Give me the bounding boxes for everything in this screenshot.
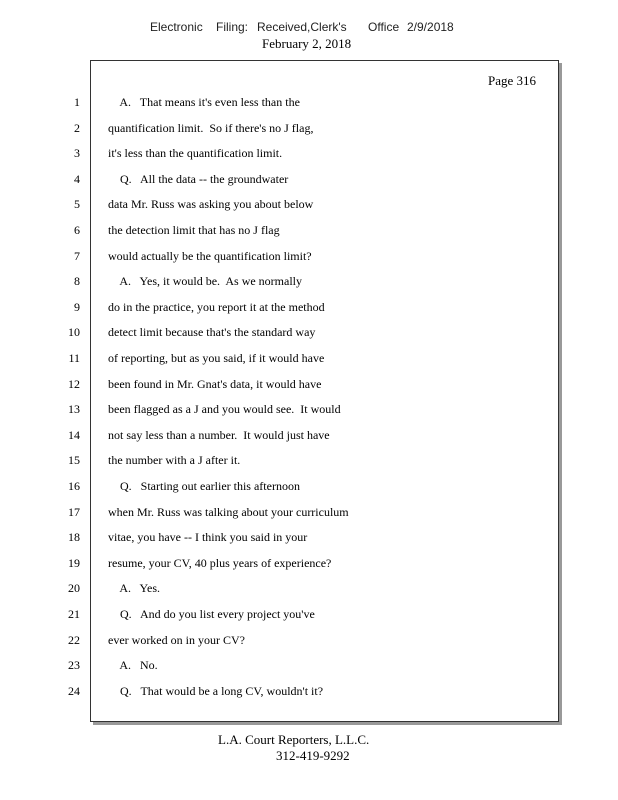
line-number: 23: [68, 658, 80, 672]
line-text: ever worked on in your CV?: [108, 633, 245, 647]
line-number: 1: [74, 95, 80, 109]
line-text: detect limit because that's the standard way: [108, 325, 316, 339]
line-text: Q. Starting out earlier this afternoon: [108, 479, 300, 493]
line-text: quantification limit. So if there's no J flag,: [108, 121, 314, 135]
page-number: Page 316: [487, 73, 536, 88]
line-number: 19: [68, 556, 80, 570]
stamp-filed-date: 2/9/2018: [407, 20, 454, 34]
line-text: not say less than a number. It would just have: [108, 428, 330, 442]
reporter-company: L.A. Court Reporters, L.L.C.: [218, 732, 370, 747]
line-number: 11: [68, 351, 80, 365]
line-number: 18: [68, 530, 80, 544]
line-number: 20: [68, 581, 80, 595]
line-text: Q. All the data -- the groundwater: [108, 172, 289, 186]
line-number: 12: [68, 377, 80, 391]
line-text: the number with a J after it.: [108, 453, 241, 467]
line-text: resume, your CV, 40 plus years of experience?: [108, 556, 332, 570]
line-number: 2: [74, 121, 80, 135]
line-number: 17: [68, 505, 80, 519]
line-text: been flagged as a J and you would see. It would: [108, 402, 341, 416]
line-text: would actually be the quantification limit?: [108, 249, 312, 263]
line-number: 9: [74, 300, 80, 314]
line-number: 15: [68, 453, 80, 467]
stamp-office: Office: [368, 20, 400, 34]
line-number: 10: [68, 325, 80, 339]
line-number: 24: [68, 684, 80, 698]
line-number: 22: [68, 633, 80, 647]
stamp-filing: Filing:: [216, 20, 249, 34]
stamp-received: Received,Clerk's: [257, 20, 347, 34]
line-number: 4: [74, 172, 80, 186]
line-number: 16: [68, 479, 80, 493]
line-text: been found in Mr. Gnat's data, it would have: [108, 377, 322, 391]
line-text: Q. That would be a long CV, wouldn't it?: [108, 684, 324, 698]
stamp-electronic: Electronic: [150, 20, 203, 34]
line-number: 5: [74, 197, 80, 211]
line-number: 3: [74, 146, 80, 160]
line-text: when Mr. Russ was talking about your curriculum: [108, 505, 349, 519]
line-number: 21: [68, 607, 80, 621]
line-number: 8: [74, 274, 80, 288]
line-text: Q. And do you list every project you've: [108, 607, 315, 621]
line-number: 13: [68, 402, 80, 416]
line-text: A. That means it's even less than the: [108, 95, 300, 109]
line-text: the detection limit that has no J flag: [108, 223, 280, 237]
transcript-date: February 2, 2018: [262, 36, 352, 51]
line-text: data Mr. Russ was asking you about below: [108, 197, 314, 211]
line-text: A. Yes, it would be. As we normally: [108, 274, 303, 288]
line-text: do in the practice, you report it at the method: [108, 300, 325, 314]
line-number: 7: [74, 249, 80, 263]
line-number: 14: [68, 428, 80, 442]
line-text: A. Yes.: [108, 581, 161, 595]
line-number: 6: [74, 223, 80, 237]
line-text: A. No.: [108, 658, 158, 672]
line-text: vitae, you have -- I think you said in your: [108, 530, 308, 544]
reporter-phone: 312-419-9292: [276, 748, 350, 763]
line-text: of reporting, but as you said, if it would have: [108, 351, 325, 365]
line-text: it's less than the quantification limit.: [108, 146, 283, 160]
